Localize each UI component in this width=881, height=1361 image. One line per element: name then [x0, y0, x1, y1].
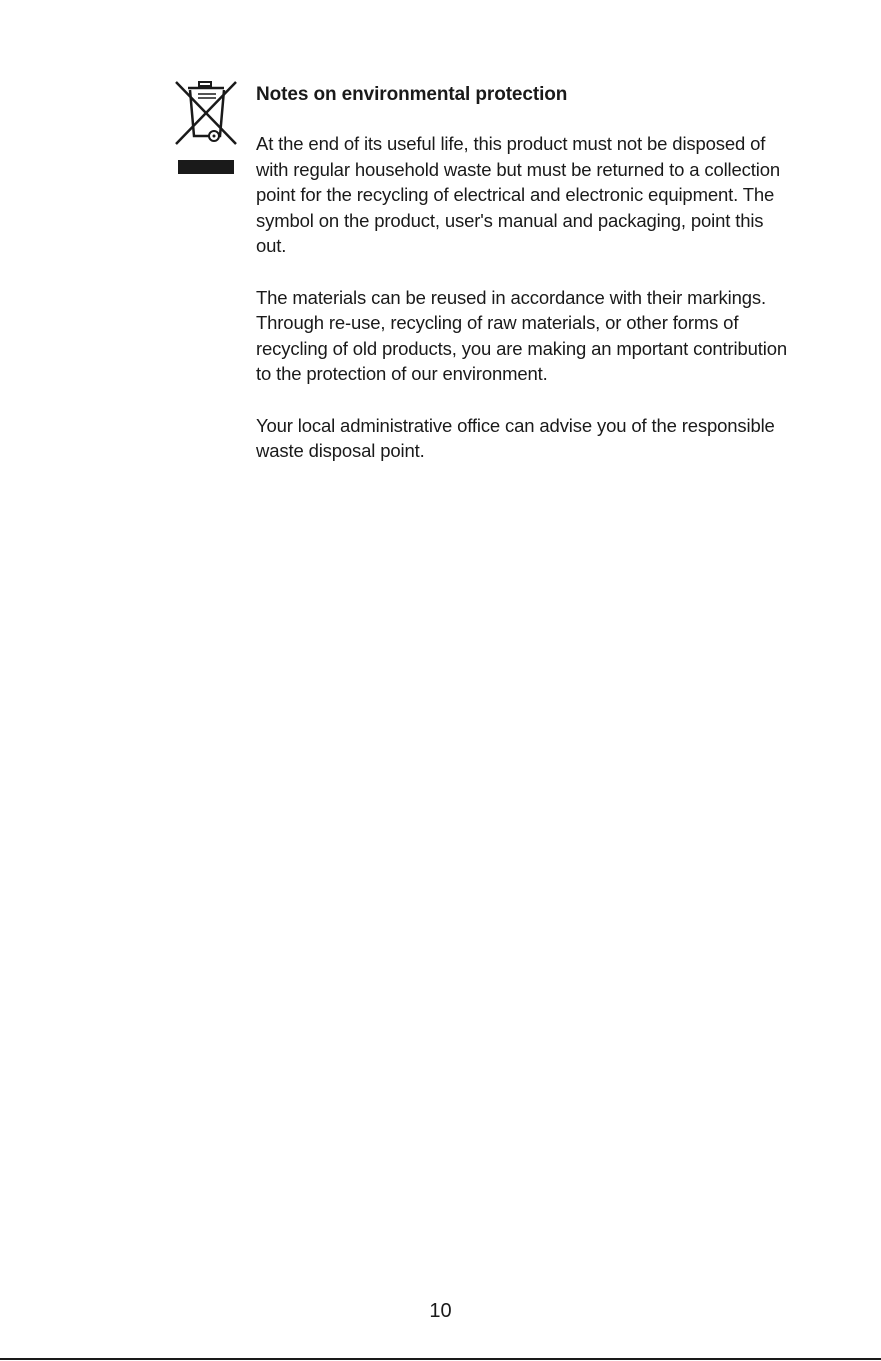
crossed-out-wheelie-bin-icon — [174, 78, 238, 178]
paragraph-disposal: At the end of its useful life, this product must not be disposed of with regular household waste but must be returned to a collection point for the recycling of electrical and electronic equipment. The symbol on the product, user's manual and packaging, point this out. — [256, 133, 780, 256]
environmental-notes-section — [256, 82, 816, 490]
page-number: 10 — [429, 1300, 452, 1322]
bottom-rule — [0, 1358, 881, 1360]
paragraph-materials: The materials can be reused in accordance with their markings. Through re-use, recycling of raw materials, or other forms of recycling of old products, you are making an mportant contribution to the protection of our environment. — [256, 286, 787, 384]
paragraph-local-office: Your local administrative office can advise you of the responsible waste disposal point. — [256, 414, 775, 461]
section-heading: Notes on environmental protection — [256, 84, 568, 105]
